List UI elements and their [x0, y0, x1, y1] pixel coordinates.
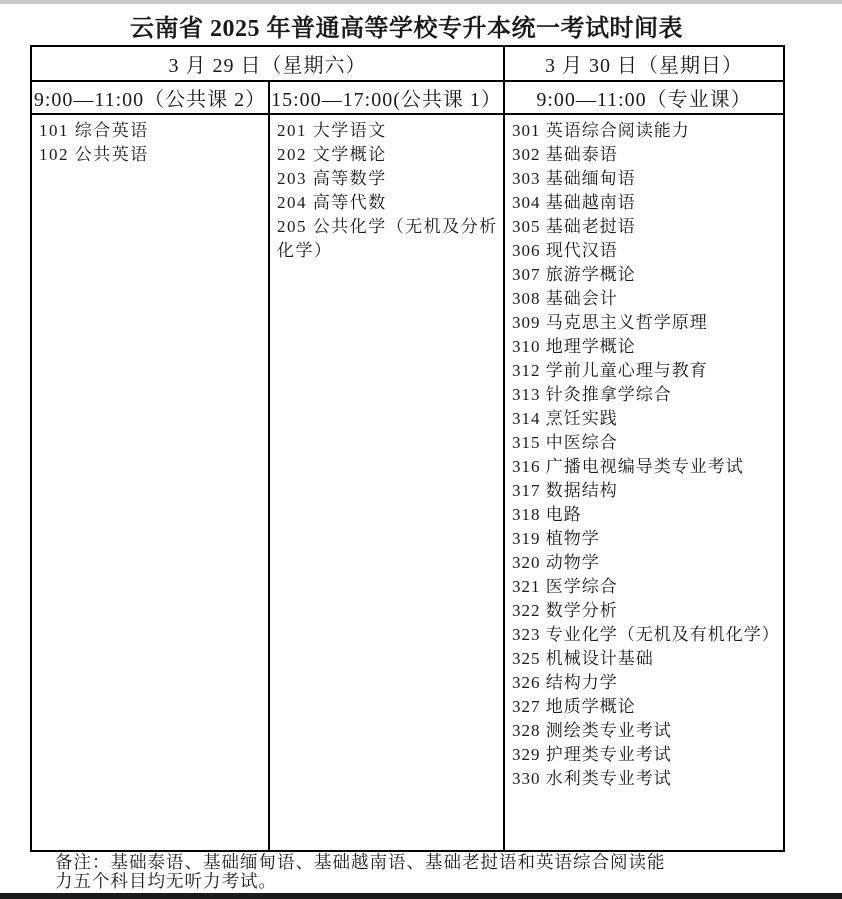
subject-item: 306 现代汉语 [512, 241, 618, 260]
date-header-row [31, 46, 784, 81]
subject-item: 320 动物学 [512, 553, 600, 572]
subject-item: 302 基础泰语 [512, 145, 618, 164]
subject-item: 330 水利类专业考试 [512, 769, 672, 788]
exam-timetable [30, 45, 785, 852]
subject-item: 204 高等代数 [277, 193, 387, 212]
subject-item: 322 数学分析 [512, 601, 618, 620]
subject-item: 309 马克思主义哲学原理 [512, 313, 708, 332]
footnote [55, 853, 775, 891]
subject-item: 314 烹饪实践 [512, 409, 618, 428]
footnote-line-2: 力五个科目均无听力考试。 [55, 871, 277, 891]
session-header-row [31, 81, 784, 114]
subject-item: 323 专业化学（无机及有机化学） [512, 625, 780, 644]
subject-item: 308 基础会计 [512, 289, 618, 308]
session-header-public-course-2: 9:00—11:00（公共课 2） [31, 81, 269, 114]
footnote-line-1: 备注：基础泰语、基础缅甸语、基础越南语、基础老挝语和英语综合阅读能 [55, 852, 666, 872]
subject-item: 201 大学语文 [277, 121, 387, 140]
subject-list-major-course [504, 114, 784, 851]
subjects-row [31, 114, 784, 851]
subject-item: 305 基础老挝语 [512, 217, 636, 236]
subject-item: 313 针灸推拿学综合 [512, 385, 672, 404]
subject-item: 315 中医综合 [512, 433, 618, 452]
subject-item: 310 地理学概论 [512, 337, 636, 356]
subject-item: 101 综合英语 [39, 121, 149, 140]
subject-item: 317 数据结构 [512, 481, 618, 500]
subject-item: 329 护理类专业考试 [512, 745, 672, 764]
date-header-saturday: 3 月 29 日（星期六） [31, 46, 504, 81]
subject-item: 303 基础缅甸语 [512, 169, 636, 188]
subject-list-public-course-1 [269, 114, 504, 851]
subject-item: 203 高等数学 [277, 169, 387, 188]
subject-item: 316 广播电视编导类专业考试 [512, 457, 744, 476]
subject-item: 312 学前儿童心理与教育 [512, 361, 708, 380]
subject-item: 202 文学概论 [277, 145, 387, 164]
session-header-major-course: 9:00—11:00（专业课） [504, 81, 784, 114]
bottom-edge-bar [0, 893, 842, 899]
session-header-public-course-1: 15:00—17:00(公共课 1） [269, 81, 504, 114]
subject-item: 325 机械设计基础 [512, 649, 654, 668]
subject-item: 304 基础越南语 [512, 193, 636, 212]
subject-item: 327 地质学概论 [512, 697, 636, 716]
subject-item: 319 植物学 [512, 529, 600, 548]
subject-item: 307 旅游学概论 [512, 265, 636, 284]
subject-item: 102 公共英语 [39, 145, 149, 164]
subject-item: 321 医学综合 [512, 577, 618, 596]
top-edge-strip [0, 0, 842, 4]
subject-item: 318 电路 [512, 505, 582, 524]
page-title: 云南省 2025 年普通高等学校专升本统一考试时间表 [130, 16, 683, 42]
subject-item: 301 英语综合阅读能力 [512, 121, 690, 140]
subject-item: 328 测绘类专业考试 [512, 721, 672, 740]
date-header-sunday: 3 月 30 日（星期日） [504, 46, 784, 81]
subject-list-public-course-2 [31, 114, 269, 851]
subject-item: 326 结构力学 [512, 673, 618, 692]
subject-item: 205 公共化学（无机及分析化学） [277, 217, 498, 260]
